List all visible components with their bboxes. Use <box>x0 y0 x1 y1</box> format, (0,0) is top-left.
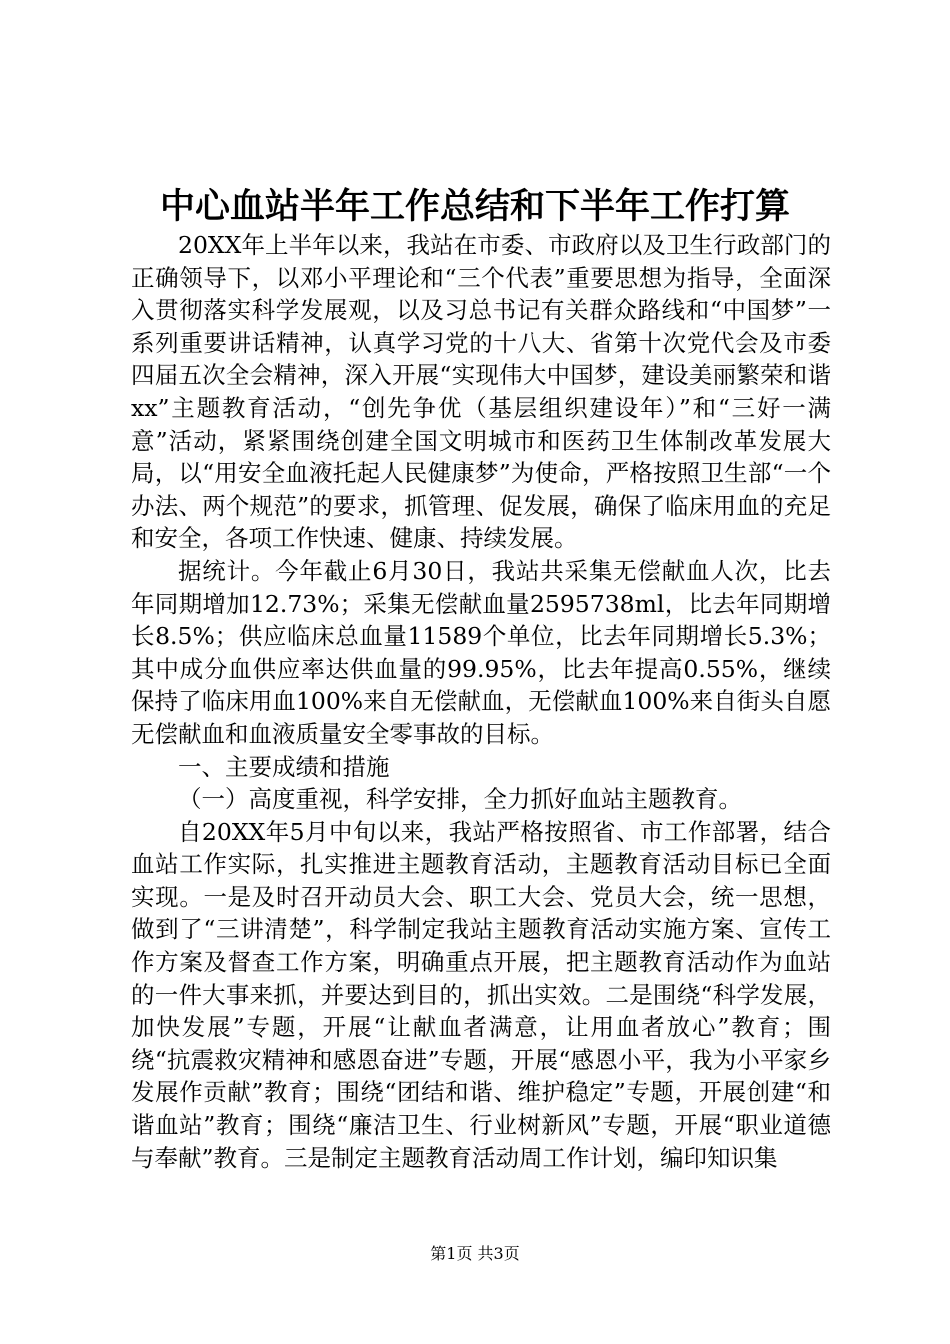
document-body <box>131 229 831 1174</box>
section-heading: 一、主要成绩和措施 <box>178 752 390 781</box>
page-footer: 第1页 共3页 <box>430 1244 520 1263</box>
document-title: 中心血站半年工作总结和下半年工作打算 <box>159 186 790 227</box>
subsection-heading: （一）高度重视，科学安排，全力抓好血站主题教育。 <box>178 785 742 814</box>
paragraph-intro: 20XX年上半年以来，我站在市委、市政府以及卫生行政部门的正确领导下，以邓小平理论和“三个代表”重要思想为指导，全面深入贯彻落实科学发展观，以及习总书记有关群众路线和“中国梦”一系列重要讲话精神，认真学习党的十八大、省第十次党代会及市委四届五次全会精神，深入开展“实现伟大中国梦，建设美丽繁荣和谐xx”主题教育活动，“创先争优（基层组织建设年）”和“三好一满意”活动，紧紧围绕创建全国文明城市和医药卫生体制改革发展大局，以“用安全血液托起人民健康梦”为使命，严格按照卫生部“一个办法、两个规范”的要求，抓管理、促发展，确保了临床用血的充足和安全，各项工作快速、健康、持续发展。 <box>131 231 831 553</box>
paragraph-statistics: 据统计。今年截止6月30日，我站共采集无偿献血人次，比去年同期增加12.73%；采集无偿献血量2595738ml，比去年同期增长8.5%；供应临床总血量11589个单位，比去年同期增长5.3%；其中成分血供应率达供血量的99.95%，比去年提高0.55%，继续保持了临床用血100%来自无偿献血，无偿献血100%来自街头自愿无偿献血和血液质量安全零事故的目标。 <box>131 556 831 748</box>
paragraph-theme-education: 自20XX年5月中旬以来，我站严格按照省、市工作部署，结合血站工作实际，扎实推进主题教育活动，主题教育活动目标已全面实现。一是及时召开动员大会、职工大会、党员大会，统一思想，做到了“三讲清楚”，科学制定我站主题教育活动实施方案、宣传工作方案及督查工作方案，明确重点开展，把主题教育活动作为血站的一件大事来抓，并要达到目的，抓出实效。二是围绕“科学发展，加快发展”专题，开展“让献血者满意，让用血者放心”教育；围绕“抗震救灾精神和感恩奋进”专题，开展“感恩小平，我为小平家乡发展作贡献”教育；围绕“团结和谐、维护稳定”专题，开展创建“和谐血站”教育；围绕“廉洁卫生、行业树新风”专题，开展“职业道德与奉献”教育。三是制定主题教育活动周工作计划，编印知识集 <box>131 817 831 1172</box>
